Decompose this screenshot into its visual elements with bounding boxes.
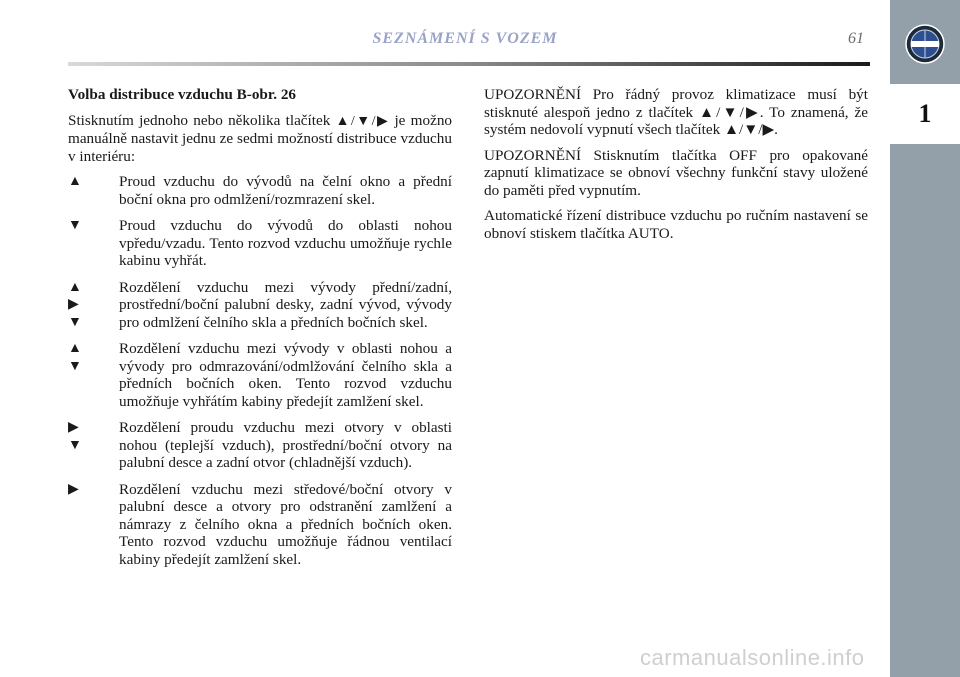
chapter-number: 1 [890,84,960,144]
body-paragraph: Automatické řízení distribuce vzduchu po ručním nastavení se obnoví stiskem tlačítka AUTO. [484,207,868,242]
distribution-option: ▲ ▶ ▼ Rozdělení vzduchu mezi vývody přední/zadní, prostřední/boční palubní desky, zadní vývod, vývody pro odmlžení čelního skla a předních bočních skel. [68,278,452,331]
left-column [68,86,452,577]
arrow-up-icon: ▲ [68,279,82,295]
arrow-right-icon: ▶ [68,481,79,497]
page-header-title: SEZNÁMENÍ S VOZEM [372,30,558,47]
watermark: carmanualsonline.info [640,645,865,670]
arrow-down-icon: ▼ [68,358,82,374]
section-heading: Volba distribuce vzduchu B-obr. 26 [68,86,297,103]
arrow-right-icon: ▶ [68,420,79,435]
arrow-down-icon: ▼ [68,437,82,453]
arrow-down-icon: ▼ [68,218,82,233]
intro-paragraph: Stisknutím jednoho nebo několika tlačítek ▲/▼/▶ je možno manuálně nastavit jednu ze sedmi možností distribuce vzduchu v interiéru: [68,111,453,165]
button-symbols: ▲/▼/▶ [335,113,390,129]
lancia-logo-icon [905,24,945,64]
arrow-right-icon: ▶ [68,297,79,312]
warning-paragraph: UPOZORNĚNÍ Pro řádný provoz klimatizace musí být stisknuté alespoň jedno z tlačítek ▲/▼/▶. To znamená, že systém nedovolí vypnutí všech tlačítek ▲/▼/▶. [484,86,868,138]
distribution-option: ▲ ▼ Rozdělení vzduchu mezi vývody v oblasti nohou a vývody pro odmrazování/odmlžování čelního skla a předních bočních oken. Tento rozvod vzduchu umožňuje vyhřátím kabiny předejít zamlžení skel. [68,340,452,410]
arrow-down-icon: ▼ [68,314,82,330]
arrow-up-icon: ▲ [68,174,82,189]
distribution-option: ▶ Rozdělení vzduchu mezi středové/boční otvory v palubní desce a otvory pro odstranění zamlžení a námrazy z čelního okna a předních bočních oken. Tento rozvod vzduchu umožňuje řádnou ventilací kabiny předejít zamlžení skel. [68,480,452,568]
arrow-up-icon: ▲ [68,341,82,356]
right-column [484,86,868,250]
distribution-option: ▲ Proud vzduchu do vývodů na čelní okno a přední boční okna pro odmlžení/rozmrazení skel. [68,173,452,208]
distribution-option: ▼ Proud vzduchu do vývodů do oblasti nohou vpředu/vzadu. Tento rozvod vzduchu umožňuje rychle kabinu vyhřát. [68,217,452,269]
header-rule [68,62,870,66]
warning-paragraph: UPOZORNĚNÍ Stisknutím tlačítka OFF pro opakované zapnutí klimatizace se obnoví všechny funkční stavy uložené do paměti před vypnutím. [484,146,868,199]
distribution-option: ▶ ▼ Rozdělení proudu vzduchu mezi otvory v oblasti nohou (teplejší vzduch), prostřední/boční otvory na palubní desce a zadní otvor (chladnější vzduch). [68,419,452,471]
page-number: 61 [848,30,864,47]
